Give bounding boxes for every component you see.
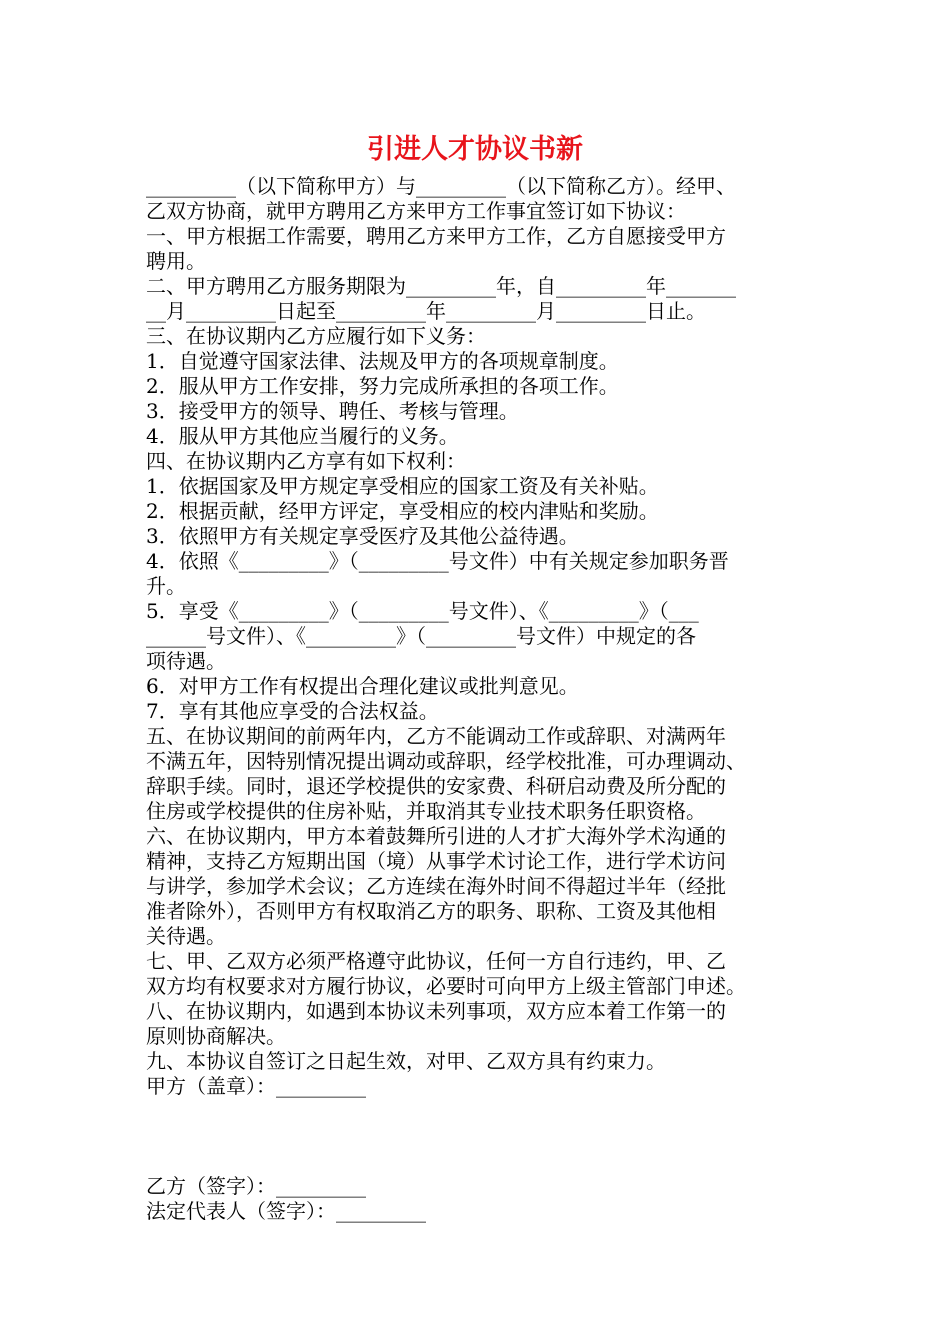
- paragraph-line: 7．享有其他应享受的合法权益。: [146, 699, 439, 723]
- document-body: [146, 174, 811, 1224]
- paragraph-line: ______号文件）、《_________》（_________号文件）中规定的各: [146, 624, 696, 648]
- paragraph-line: 辞职手续。同时，退还学校提供的安家费、科研启动费及所分配的: [146, 774, 726, 798]
- paragraph-line: 2．服从甲方工作安排，努力完成所承担的各项工作。: [146, 374, 619, 398]
- paragraph-line: __月_________日起至_________年_________月_________日止。: [146, 299, 706, 323]
- paragraph-line: 一、甲方根据工作需要，聘用乙方来甲方工作，乙方自愿接受甲方: [146, 224, 726, 248]
- paragraph-line: 三、在协议期内乙方应履行如下义务：: [146, 324, 486, 348]
- paragraph-line: 升。: [146, 574, 186, 598]
- paragraph-line: 原则协商解决。: [146, 1024, 286, 1048]
- paragraph-line: 九、本协议自签订之日起生效，对甲、乙双方具有约束力。: [146, 1049, 666, 1073]
- paragraph-line: 4．服从甲方其他应当履行的义务。: [146, 424, 459, 448]
- paragraph-line: _________（以下简称甲方）与_________（以下简称乙方）。经甲、: [146, 174, 736, 198]
- paragraph-line: 6．对甲方工作有权提出合理化建议或批判意见。: [146, 674, 579, 698]
- paragraph-line: 八、在协议期内，如遇到本协议未列事项，双方应本着工作第一的: [146, 999, 726, 1023]
- party-a-signature-line: 甲方（盖章）：_________: [146, 1074, 366, 1098]
- paragraph-line: 七、甲、乙双方必须严格遵守此协议，任何一方自行违约，甲、乙: [146, 949, 726, 973]
- paragraph-line: 关待遇。: [146, 924, 226, 948]
- paragraph-line: 住房或学校提供的住房补贴，并取消其专业技术职务任职资格。: [146, 799, 706, 823]
- paragraph-line: 不满五年，因特别情况提出调动或辞职，经学校批准，可办理调动、: [146, 749, 746, 773]
- paragraph-line: 1．自觉遵守国家法律、法规及甲方的各项规章制度。: [146, 349, 619, 373]
- signature-spacer: [146, 1124, 811, 1149]
- paragraph-line: 3．依照甲方有关规定享受医疗及其他公益待遇。: [146, 524, 579, 548]
- party-b-signature-line: 乙方（签字）：_________: [146, 1174, 366, 1198]
- paragraph-line: 双方均有权要求对方履行协议，必要时可向甲方上级主管部门申述。: [146, 974, 746, 998]
- paragraph-line: 四、在协议期内乙方享有如下权利：: [146, 449, 466, 473]
- paragraph-line: 六、在协议期内，甲方本着鼓舞所引进的人才扩大海外学术沟通的: [146, 824, 726, 848]
- paragraph-line: 与讲学，参加学术会议；乙方连续在海外时间不得超过半年（经批: [146, 874, 726, 898]
- signature-spacer: [146, 1099, 811, 1124]
- legal-representative-signature-line: 法定代表人（签字）：_________: [146, 1199, 426, 1223]
- paragraph-line: 5．享受《_________》（_________号文件）、《_________》（___: [146, 599, 699, 623]
- signature-spacer: [146, 1149, 811, 1174]
- paragraph-line: 2．根据贡献，经甲方评定，享受相应的校内津贴和奖励。: [146, 499, 659, 523]
- document-title: 引进人才协议书新: [367, 134, 583, 165]
- paragraph-line: 3．接受甲方的领导、聘任、考核与管理。: [146, 399, 519, 423]
- paragraph-line: 五、在协议期间的前两年内，乙方不能调动工作或辞职、对满两年: [146, 724, 726, 748]
- paragraph-line: 聘用。: [146, 249, 206, 273]
- paragraph-line: 1．依据国家及甲方规定享受相应的国家工资及有关补贴。: [146, 474, 659, 498]
- paragraph-line: 乙双方协商，就甲方聘用乙方来甲方工作事宜签订如下协议：: [146, 199, 686, 223]
- paragraph-line: 二、甲方聘用乙方服务期限为_________年，自_________年_______: [146, 274, 736, 298]
- paragraph-line: 精神，支持乙方短期出国（境）从事学术讨论工作，进行学术访问: [146, 849, 726, 873]
- paragraph-line: 项待遇。: [146, 649, 226, 673]
- paragraph-line: 4．依照《_________》（_________号文件）中有关规定参加职务晋: [146, 549, 729, 573]
- paragraph-line: 准者除外），否则甲方有权取消乙方的职务、职称、工资及其他相: [146, 899, 716, 923]
